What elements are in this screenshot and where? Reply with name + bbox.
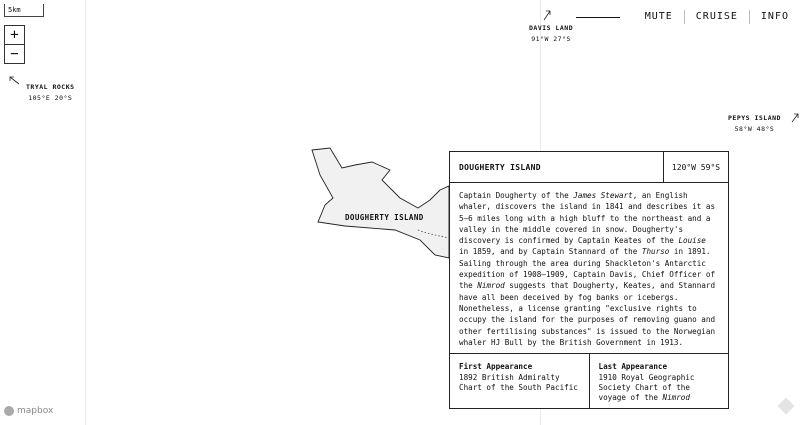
ship-name: Louise	[678, 236, 706, 246]
island-info-panel	[449, 151, 729, 409]
marker-davis-land[interactable]	[529, 24, 573, 43]
ship-name: Thurso	[641, 247, 670, 257]
zoom-control	[4, 25, 25, 64]
arrow-icon	[8, 75, 20, 85]
scale-bar: 5km	[4, 4, 44, 17]
body-text: in 1891. Sailing through the area during Shackleton's Antarctic expedition of 1908–1909, Captain Davis, Chief Officer of the	[459, 247, 716, 291]
mapbox-wordmark: mapbox	[17, 406, 54, 416]
body-text: suggests that Dougherty, Keates, and Stannard have all been deceived by fog banks or icebergs. Nonetheless, a license granting "exclusive rights to occupy the island for the purposes of removing guano and other fertilising substances" is issued to the Norwegian whaler HJ Bull by the British Government in 1913.	[459, 281, 716, 347]
zoom-in-button[interactable]: +	[10, 27, 19, 43]
last-appearance	[589, 354, 729, 409]
last-appearance-label: Last Appearance	[598, 362, 668, 371]
mapbox-logo[interactable]	[4, 406, 53, 416]
marker-name: TRYAL ROCKS	[26, 83, 75, 91]
marker-tryal-rocks[interactable]	[26, 83, 75, 102]
last-appearance-text	[599, 373, 720, 403]
panel-header	[450, 152, 728, 183]
zoom-out-button[interactable]: −	[5, 44, 24, 63]
marker-name: DAVIS LAND	[529, 24, 574, 32]
panel-coord: 120°W 59°S	[663, 152, 728, 182]
marker-coord: 58°W 48°S	[734, 125, 775, 133]
ship-name: James Stewart	[573, 191, 633, 200]
info-button[interactable]: INFO	[749, 10, 800, 24]
arrow-icon	[790, 112, 800, 124]
body-text: , an English whaler, discovers the island in 1841 and describes it as 5–6 miles long with a high bluff to the northeast and a valley in the middle covered in snow. Dougherty's discovery is confirmed by Captain Keates of the	[459, 191, 716, 246]
panel-footer	[450, 354, 728, 409]
first-appearance-label: First Appearance	[459, 362, 533, 371]
marker-name: PEPYS ISLAND	[728, 114, 781, 122]
first-appearance-text: 1892 British Admiralty Chart of the South Pacific	[459, 373, 578, 392]
last-appearance-prefix: 1910 Royal Geographic Society Chart of the voyage of the	[598, 373, 695, 402]
island-label[interactable]: DOUGHERTY ISLAND	[345, 213, 424, 222]
first-appearance	[450, 354, 589, 409]
marker-coord: 91°W 27°S	[531, 35, 571, 43]
body-text: Captain Dougherty of the	[459, 191, 574, 200]
mute-button[interactable]: MUTE	[644, 11, 673, 22]
ship-name: Nimrod	[662, 393, 690, 402]
marker-pepys-island[interactable]	[728, 114, 781, 133]
body-text: in 1859, and by Captain Stannard of the	[459, 247, 642, 257]
panel-body	[450, 183, 728, 354]
mapbox-icon	[4, 406, 14, 416]
ship-name: Nimrod	[477, 281, 505, 291]
panel-title: DOUGHERTY ISLAND	[459, 162, 541, 172]
top-nav	[576, 10, 800, 24]
arrow-icon	[542, 9, 552, 21]
cruise-button[interactable]: CRUISE	[684, 10, 749, 24]
marker-coord: 105°E 20°S	[28, 94, 73, 102]
nav-rule	[576, 17, 620, 18]
